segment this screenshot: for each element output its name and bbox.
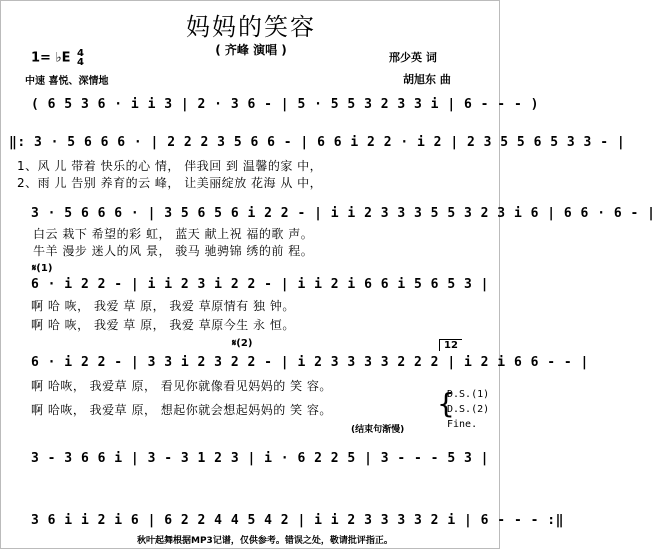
time-signature: [77, 49, 84, 67]
lyric-line-8: 啊 哈咴， 我爱草 原， 想起你就会想起妈妈的 笑 容。: [31, 403, 332, 417]
singer-credit: ( 齐峰 演唱 ): [215, 43, 287, 57]
notation-line-1: ( 6 5 3 6 · i i 3 | 2 · 3 6 - | 5 · 5 5 3 2 3 3 i | 6 - - - ): [31, 97, 539, 112]
notation-line-2: ‖: 3 · 5 6 6 6 · | 2 2 2 3 5 6 6 - | 6 6 i 2 2 · i 2 | 2 3 5 5 6 5 3 3 - |: [9, 135, 626, 150]
key-text: 1= ♭E: [31, 50, 71, 66]
lyric-line-7: 啊 哈咴， 我爱草 原， 看见你就像看见妈妈的 笑 容。: [31, 379, 332, 393]
time-num: 4: [77, 48, 84, 59]
footer-note: 秋叶起舞根据MP3记谱，仅供参考。错误之处，敬请批评指正。: [137, 536, 393, 546]
notation-line-4: 6 · i 2 2 - | i i 2 3 i 2 2 - | i i 2 i 6 6 i 5 6 5 3 |: [31, 277, 489, 292]
composer-credit: 胡旭东 曲: [403, 73, 451, 86]
lyric-line-3: 白云 栽下 希望的彩 虹， 蓝天 献上祝 福的歌 声。: [33, 227, 314, 241]
song-title: 妈妈的笑容: [186, 13, 316, 41]
ds-1-label: D.S.(1): [447, 389, 490, 400]
lyric-line-6: 啊 哈 咴， 我爱 草 原， 我爱 草原今生 永 恒。: [31, 318, 295, 332]
ending-note: (结束句渐慢): [351, 425, 405, 435]
ds-2-label: D.S.(2): [447, 404, 490, 415]
tempo-marking: 中速 喜悦、深情地: [25, 76, 109, 87]
ds-brace: {: [437, 387, 455, 420]
fine-label: Fine.: [447, 419, 478, 430]
time-den: 4: [77, 57, 84, 68]
key-signature: [31, 49, 84, 67]
segno-1-mark: 𝄋(1): [32, 263, 53, 274]
lyric-line-2: 2、雨 儿 告别 养育的云 峰， 让美丽绽放 花海 从 中，: [17, 176, 323, 190]
ending-bracket: 12: [439, 339, 462, 351]
notation-line-5: 6 · i 2 2 - | 3 3 i 2 3 2 2 - | i 2 3 3 3 3 2 2 2 | i 2 i 6 6 - - |: [31, 355, 589, 370]
notation-line-6: 3 - 3 6 6 i | 3 - 3 1 2 3 | i · 6 2 2 5 | 3 - - - 5 3 |: [31, 451, 489, 466]
lyricist-credit: 邢少英 词: [389, 51, 437, 64]
notation-line-3: 3 · 5 6 6 6 · | 3 5 6 5 6 i 2 2 - | i i 2 3 3 3 5 5 3 2 3 i 6 | 6 6 · 6 - |: [31, 206, 656, 221]
lyric-line-1: 1、风 儿 带着 快乐的心 情， 伴我回 到 温馨的家 中，: [17, 159, 323, 173]
lyric-line-5: 啊 哈 咴， 我爱 草 原， 我爱 草原情有 独 钟。: [31, 299, 295, 313]
lyric-line-4: 牛羊 漫步 迷人的风 景， 骏马 驰骋锦 绣的前 程。: [33, 244, 314, 258]
segno-2-mark: 𝄋(2): [232, 338, 253, 349]
notation-line-7: 3 6 i i 2 i 6 | 6 2 2 4 4 5 4 2 | i i 2 3 3 3 3 2 i | 6 - - - :‖: [31, 513, 564, 528]
